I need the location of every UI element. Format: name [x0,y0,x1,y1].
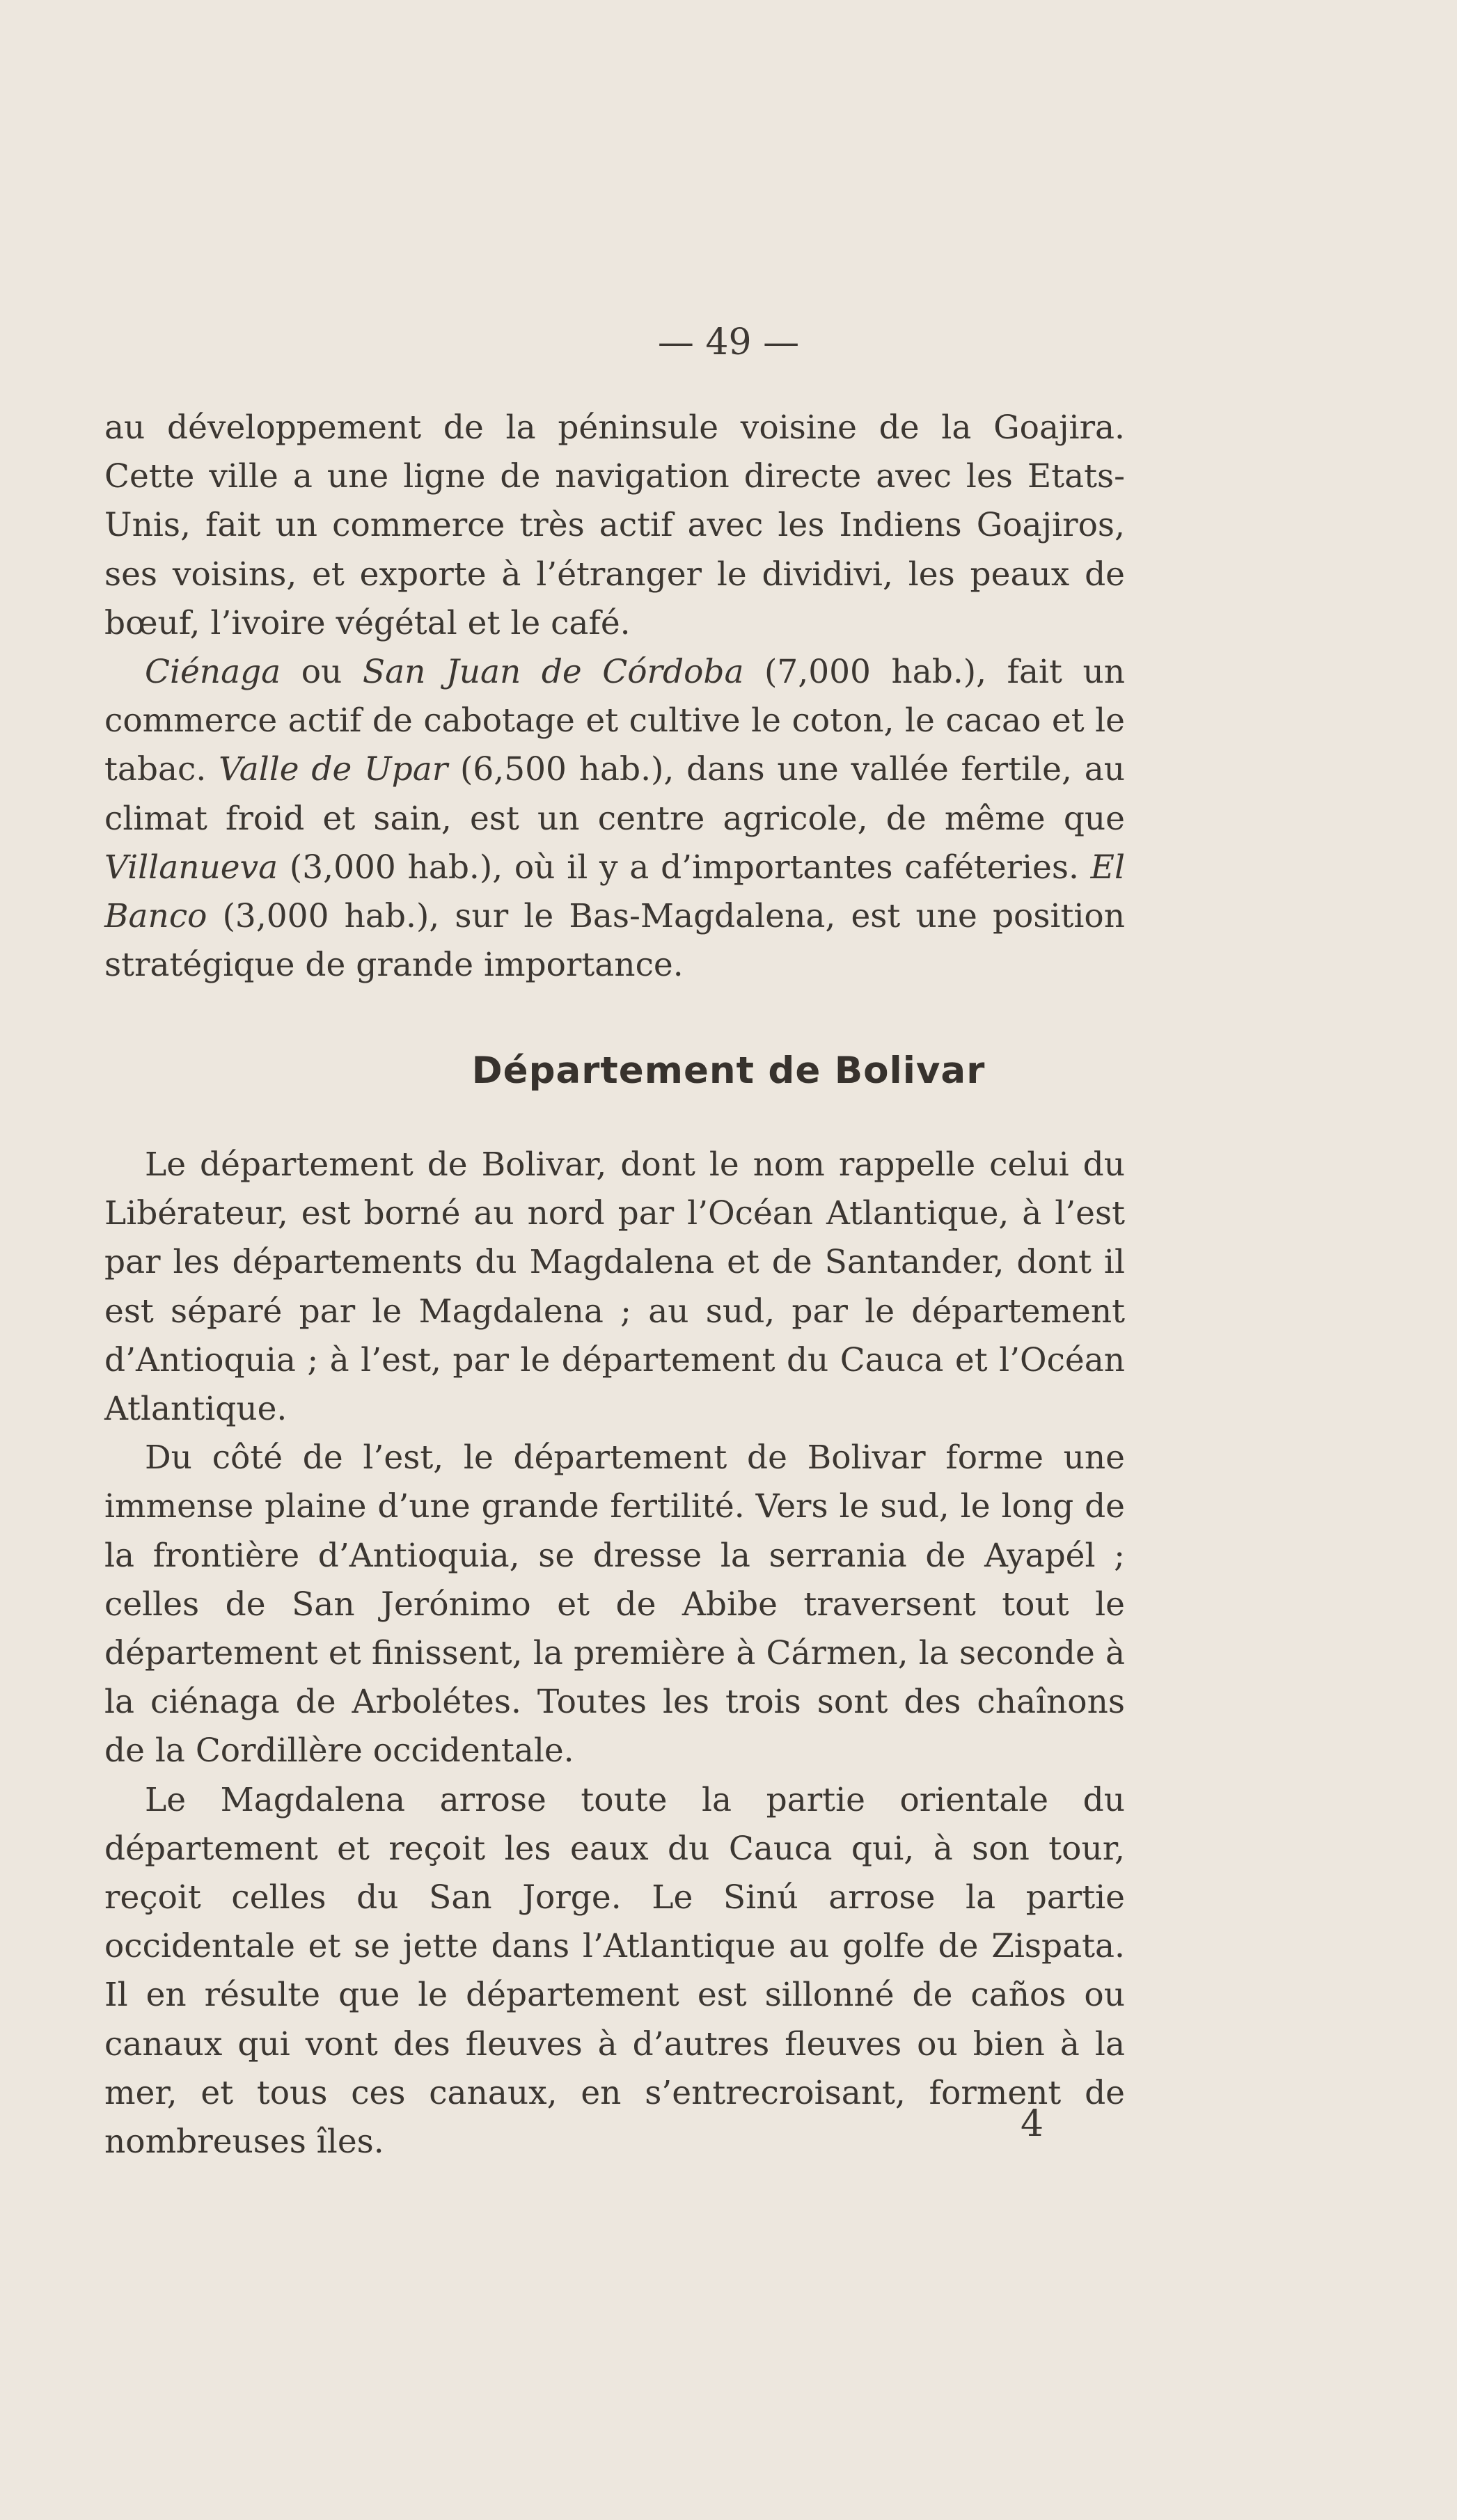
text-run: (3,000 hab.), où il y a d’importantes caféteries. [278,848,1091,887]
text-run: (7,000 hab.), fait un commerce actif de cabotage et cultive le coton, le cacao et le tabac. [104,653,1126,789]
place-name: San Juan de Córdoba [362,653,744,692]
paragraph: Le Magdalena arrose toute la partie orientale du département et reçoit les eaux du Cauca qui, à son tour, reçoit celles du San Jorge. Le Sinú arrose la partie occidentale et se jette dans l’Atlantique au golfe de Zispata. Il en résulte que le département est sillonné de caños ou canaux qui vont des fleuves à d’autres fleuves ou bien à la mer, et tous ces canaux, en s’entrecroisant, forment de nombreuses îles. [104,1780,1125,2162]
paragraph [104,648,1125,990]
text-run: (6,500 hab.), dans une vallée fertile, au climat froid et sain, est un centre agricole, de même que [104,750,1125,838]
page-number: — 49 — [657,322,800,363]
section-heading: Département de Bolivar [471,1049,986,1092]
place-name: El Banco [104,848,1125,936]
paragraph: Le département de Bolivar, dont le nom rappelle celui du Libérateur, est borné au nord par l’Océan Atlantique, à l’est par les départements du Magdalena et de Santander, dont il est séparé par le Magdalena ; au sud, par le département d’Antioquia ; à l’est, par le département du Cauca et l’Océan Atlantique. [104,1146,1125,1429]
section-body [104,1141,1125,2166]
place-name: Villanueva [104,848,278,887]
paragraph: Du côté de l’est, le département de Bolivar forme une immense plaine d’une grande fertilité. Vers le sud, le long de la frontière d’Antioquia, se dresse la serrania de Ayapél ; celles de San Jerónimo et de Abibe traversent tout le département et finissent, la première à Cármen, la seconde à la ciénaga de Arbolétes. Toutes les trois sont des chaînons de la Cordillère occidentale. [104,1439,1125,1770]
text-run: ou [281,653,363,692]
place-name: Valle de Upar [219,750,448,789]
paragraph: au développement de la péninsule voisine de la Goajira. Cette ville a une ligne de navigation directe avec les Etats-Unis, fait un commerce très actif avec les Indiens Goajiros, ses voisins, et exporte à l’étranger le dividivi, les peaux de bœuf, l’ivoire végétal et le café. [104,409,1125,642]
signature-mark: 4 [1021,2103,1044,2145]
continuation-text [104,404,1125,990]
text-run: (3,000 hab.), sur le Bas-Magdalena, est une position stratégique de grande importance. [104,897,1125,985]
place-name: Ciénaga [145,653,281,692]
